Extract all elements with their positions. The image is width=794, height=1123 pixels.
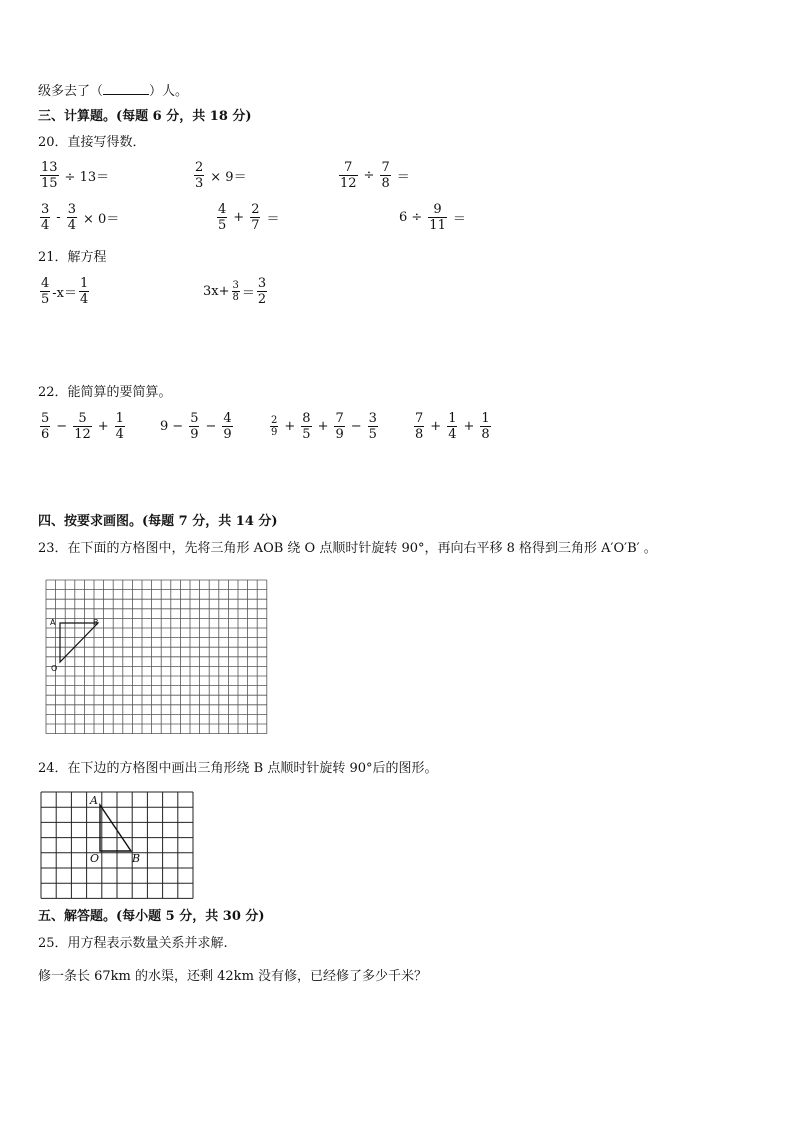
q21-equation-1: $\frac{4}{5}$ -x＝ $\frac{1}{4}$ bbox=[41, 276, 89, 307]
q21-label: 21．解方程 bbox=[38, 250, 107, 265]
q20-expr-2: $\frac{2}{3}$ × 9＝ bbox=[195, 160, 247, 191]
triangle-aob bbox=[60, 623, 98, 662]
q20-expr-6: 6 ÷ $\frac{9}{11}$ ＝ bbox=[399, 202, 466, 233]
section4-header: 四、按要求画图。(每题 7 分，共 14 分) bbox=[38, 514, 278, 529]
section3-header: 三、计算题。(每题 6 分，共 18 分) bbox=[38, 109, 252, 124]
q24-grid-figure bbox=[40, 791, 194, 900]
point-b-label: B bbox=[93, 618, 99, 627]
triangle-aob bbox=[100, 805, 131, 851]
q20-expr-4: $\frac{3}{4}$ - $\frac{3}{4}$ × 0＝ bbox=[41, 202, 120, 233]
q23-grid-figure bbox=[44, 578, 270, 736]
q22-expr-1: $\frac{5}{6}$ − $\frac{5}{12}$ + $\frac{1}{4}$ bbox=[41, 411, 124, 442]
q24-label: 24．在下边的方格图中画出三角形绕 B 点顺时针旋转 90°后的图形。 bbox=[38, 761, 438, 776]
q25-text: 修一条长 67km 的水渠，还剩 42km 没有修，已经修了多少千米？ bbox=[38, 969, 428, 984]
q22-expr-2: 9 − $\frac{5}{9}$ − $\frac{4}{9}$ bbox=[160, 411, 232, 442]
point-o-label: O bbox=[90, 852, 100, 865]
q20-expr-5: $\frac{4}{5}$ + $\frac{2}{7}$ ＝ bbox=[218, 202, 280, 233]
section5-header: 五、解答题。(每小题 5 分，共 30 分) bbox=[38, 909, 265, 924]
intro-line: 级多去了（ ）人。 bbox=[38, 84, 189, 99]
q23-grid-lines bbox=[46, 580, 267, 734]
q25-label: 25．用方程表示数量关系并求解. bbox=[38, 936, 228, 951]
q20-expr-3: $\frac{7}{12}$ ÷ $\frac{7}{8}$ ＝ bbox=[340, 160, 410, 191]
q21-equation-2: 3x+ $\frac{3}{8}$ ＝ $\frac{3}{2}$ bbox=[203, 276, 267, 307]
answer-blank[interactable] bbox=[103, 82, 149, 95]
point-b-label: B bbox=[132, 852, 141, 865]
point-o-label: O bbox=[51, 664, 58, 673]
q20-expr-1: $\frac{13}{15}$ ÷ 13＝ bbox=[41, 160, 110, 191]
point-a-label: A bbox=[90, 794, 98, 807]
q24-grid-lines bbox=[41, 792, 193, 898]
q20-label: 20．直接写得数． bbox=[38, 135, 146, 150]
q22-label: 22．能简算的要简算。 bbox=[38, 385, 172, 400]
point-a-label: A bbox=[50, 618, 56, 627]
q22-expr-4: $\frac{7}{8}$ + $\frac{1}{4}$ + $\frac{1}{8}$ bbox=[415, 411, 490, 442]
q22-expr-3: $\frac{2}{9}$ + $\frac{8}{5}$ + $\frac{7}{9}$ − $\frac{3}{5}$ bbox=[271, 411, 377, 442]
q23-label: 23．在下面的方格图中，先将三角形 AOB 绕 O 点顺时针旋转 90°，再向右平移 8 格得到三角形 A′O′B′ 。 bbox=[38, 541, 657, 556]
